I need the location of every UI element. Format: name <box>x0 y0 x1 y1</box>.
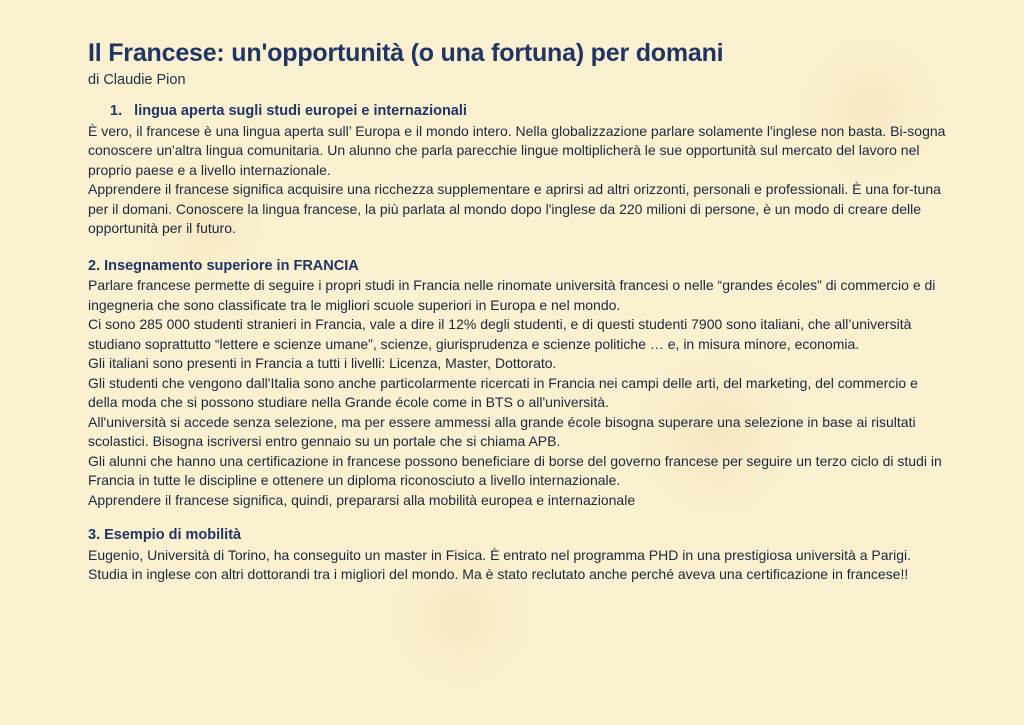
document-title: Il Francese: un'opportunità (o una fortuna) per domani <box>88 39 724 67</box>
section-3 <box>88 526 948 585</box>
section-1 <box>88 102 948 239</box>
document-author: di Claudie Pion <box>88 72 186 88</box>
section-heading: 3. Esempio di mobilità <box>88 527 242 543</box>
section-paragraph: Gli studenti che vengono dall'Italia sono anche particolarmente ricercati in Francia nei campi delle arti, del marketing, del commercio e della moda che si possono studiare nella Grande école come in BTS o all'università. <box>88 374 918 410</box>
section-paragraph: Parlare francese permette di seguire i propri studi in Francia nelle rinomate università francesi o nelle “grandes écoles” di commercio e di ingegneria che sono classificate tra le migliori scuole superiori in Europa e nel mondo. <box>88 277 936 313</box>
section-paragraph: È vero, il francese è una lingua aperta sull’ Europa e il mondo intero. Nella globalizzazione parlare solamente l'inglese non basta. Bi-sogna conoscere un'altra lingua comunitaria. Un alunno che parla parecchie lingue moltiplicherà le sue opportunità sul mercato del lavoro nel proprio paese e a livello internazionale. <box>88 122 946 178</box>
section-paragraph: Gli italiani sono presenti in Francia a tutti i livelli: Licenza, Master, Dottorato. <box>88 355 557 371</box>
section-paragraph: Gli alunni che hanno una certificazione in francese possono beneficiare di borse del governo francese per seguire un terzo ciclo di studi in Francia in tutte le discipline e ottenere un diploma riconosciuto a livello internazionale. <box>88 452 942 488</box>
section-2 <box>88 257 948 511</box>
section-heading: 1. lingua aperta sugli studi europei e internazionali <box>110 103 467 119</box>
section-paragraph: Apprendere il francese significa, quindi, prepararsi alla mobilità europea e internazionale <box>88 491 636 508</box>
section-paragraph: Eugenio, Università di Torino, ha conseguito un master in Fisica. È entrato nel programma PHD in una prestigiosa università a Parigi. <box>88 546 912 563</box>
section-paragraph: All'università si accede senza selezione, ma per essere ammessi alla grande école bisogna superare una selezione in base ai risultati scolastici. Bisogna iscriversi entro gennaio su un portale che si chiama APB. <box>88 413 916 449</box>
section-paragraph: Apprendere il francese significa acquisire una ricchezza supplementare e aprirsi ad altri orizzonti, personali e professionali. È una for-tuna per il domani. Conoscere la lingua francese, la più parlata al mondo dopo l'inglese da 220 milioni di persone, è un modo di creare delle opportunità per il futuro. <box>88 181 941 236</box>
document-page <box>88 36 948 585</box>
spacer <box>88 510 948 526</box>
section-heading: 2. Insegnamento superiore in FRANCIA <box>88 257 359 274</box>
spacer <box>88 239 948 257</box>
section-paragraph: Ci sono 285 000 studenti stranieri in Francia, vale a dire il 12% degli studenti, e di questi studenti 7900 sono italiani, che all’università studiano soprattutto “lettere e scienze umane”, scienze, giurisprudenza e scienze politiche … e, in misura minore, economia. <box>88 316 912 352</box>
section-paragraph: Studia in inglese con altri dottorandi tra i migliori del mondo. Ma è stato reclutato anche perché aveva una certificazione in francese!! <box>88 566 909 582</box>
